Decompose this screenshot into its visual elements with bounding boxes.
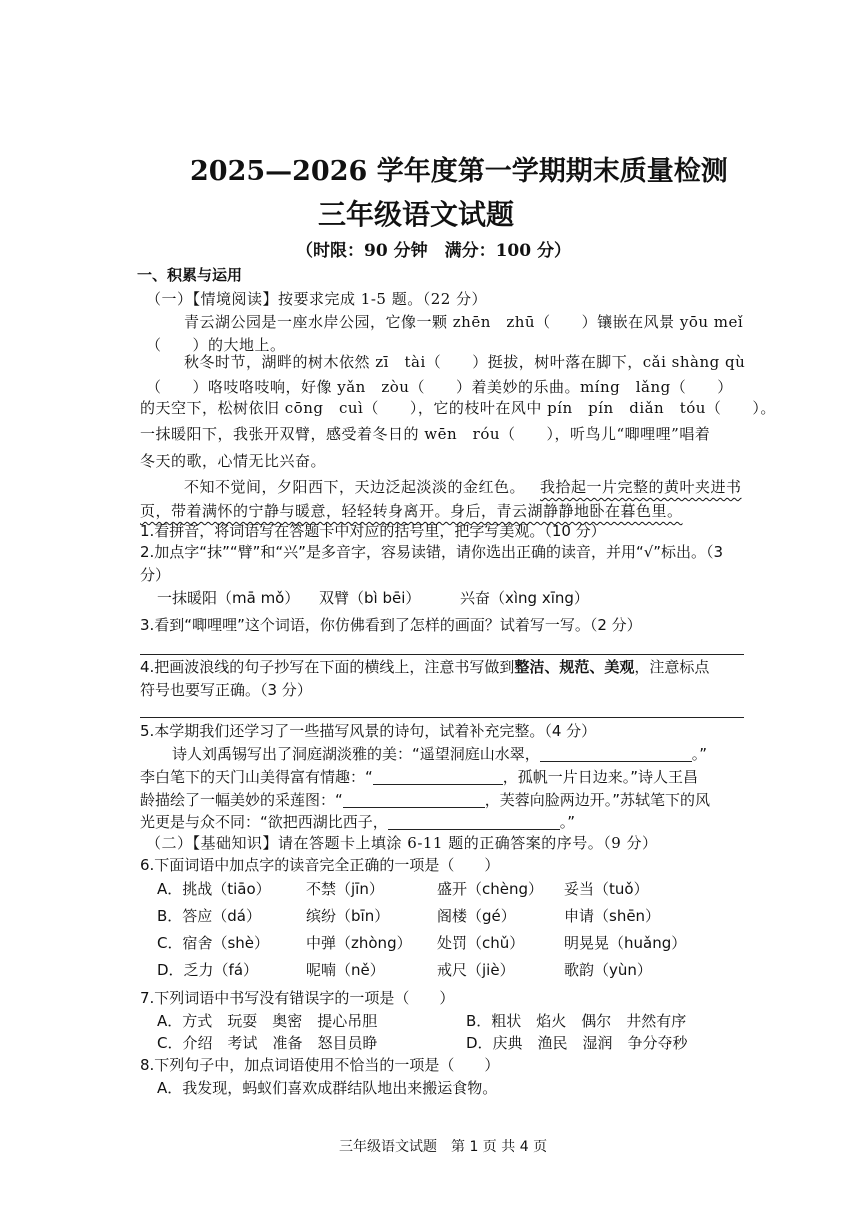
question-2-cont: 分）: [140, 566, 171, 584]
question-1: 1.看拼音，将词语写在答题卡中对应的括号里，把字写美观。（10 分）: [140, 522, 606, 540]
q6-option: 歌韵（yùn）: [564, 961, 652, 979]
exam-title: 2025—2026 学年度第一学期期末质量检测: [190, 156, 728, 187]
q7-option: D．庆典 渔民 湿润 争分夺秒: [466, 1034, 688, 1052]
q6-option: 呢喃（ně）: [306, 961, 385, 979]
poem-blank[interactable]: [373, 770, 503, 785]
passage-line: 冬天的歌，心情无比兴奋。: [140, 452, 327, 470]
q6-option: 戒尺（jiè）: [437, 961, 515, 979]
question-2: 2.加点字“抹”“臂”和“兴”是多音字，容易读错，请你选出正确的读音，并用“√”标出。（3: [140, 543, 724, 561]
q6-option: 盛开（chèng）: [437, 880, 544, 898]
passage-line: 秋冬时节，湖畔的树木依然 zī tài（ ）挺拔，树叶落在脚下，cǎi shàng qù: [184, 353, 746, 371]
poem-blank[interactable]: [540, 747, 692, 762]
part1-heading: （一）【情境阅读】按要求完成 1-5 题。（22 分）: [146, 290, 488, 308]
exam-subtitle: 三年级语文试题: [318, 198, 515, 231]
poem-line: 龄描绘了一幅美妙的采莲图：“ ，芙蓉向脸两边开。”苏轼笔下的风: [140, 791, 711, 809]
poem-line: 李白笔下的天门山美得富有情趣：“ ，孤帆一片日边来。”诗人王昌: [140, 768, 699, 786]
question-4: 4.把画波浪线的句子抄写在下面的横线上，注意书写做到整洁、规范、美观，注意标点: [140, 658, 710, 676]
poem-blank[interactable]: [388, 815, 560, 830]
page-footer: 三年级语文试题 第 1 页 共 4 页: [339, 1139, 548, 1155]
q6-option: 缤纷（bīn）: [306, 907, 390, 925]
question-3: 3.看到“唧哩哩”这个词语，你仿佛看到了怎样的画面？试着写一写。（2 分）: [140, 616, 642, 634]
q6-option: 明晃晃（huǎng）: [564, 934, 687, 952]
q2-option: 双臂（bì bēi）: [319, 589, 421, 607]
q2-option: 兴奋（xìng xīng）: [460, 589, 589, 607]
wavy-sentence: 页，带着满怀的宁静与暖意，轻轻转身离开。身后，青云湖静静地卧在暮色里。: [140, 502, 683, 520]
passage-line: 一抹暖阳下，我张开双臂，感受着冬日的 wēn róu（ ），听鸟儿“唧哩哩”唱着: [140, 425, 711, 443]
q6-option: 申请（shēn）: [564, 907, 661, 925]
q6-option: 处罚（chǔ）: [437, 934, 525, 952]
question-4-cont: 符号也要写正确。（3 分）: [140, 681, 312, 699]
passage-line: （ ）的大地上。: [146, 336, 286, 354]
q7-option: B．粗状 焰火 偶尔 井然有序: [466, 1012, 687, 1030]
exam-info: （时限：90 分钟 满分：100 分）: [296, 241, 571, 261]
question-7: 7.下列词语中书写没有错误字的一项是（ ）: [140, 989, 455, 1007]
answer-line: [140, 717, 744, 718]
poem-line: 光更是与众不同：“欲把西湖比西子， 。”: [140, 813, 576, 831]
q2-option: 一抹暖阳（mā mǒ）: [157, 589, 300, 607]
passage-line: 青云湖公园是一座水岸公园，它像一颗 zhēn zhū（ ）镶嵌在风景 yōu meǐ: [184, 313, 744, 331]
q6-option: 阁楼（gé）: [437, 907, 516, 925]
q6-option: C．宿舍（shè）: [157, 934, 270, 952]
q6-option: B．答应（dá）: [157, 907, 262, 925]
q7-option: A．方式 玩耍 奥密 提心吊胆: [157, 1012, 378, 1030]
passage-line: 的天空下，松树依旧 cōng cuì（ ），它的枝叶在风中 pín pín diǎn tóu（ ）。: [140, 399, 776, 417]
q7-option: C．介绍 考试 准备 怒目员睁: [157, 1034, 378, 1052]
q6-option: 妥当（tuǒ）: [564, 880, 649, 898]
q6-option: A．挑战（tiāo）: [157, 880, 271, 898]
question-8: 8.下列句子中，加点词语使用不恰当的一项是（ ）: [140, 1056, 500, 1074]
q8-option: A．我发现，蚂蚁们喜欢成群结队地出来搬运食物。: [157, 1079, 498, 1097]
q6-option: 中弹（zhòng）: [306, 934, 412, 952]
poem-line: 诗人刘禹锡写出了洞庭湖淡雅的美：“遥望洞庭山水翠， 。”: [172, 745, 708, 763]
passage-line: （ ）咯吱咯吱响，好像 yǎn zòu（ ）着美妙的乐曲。míng lǎng（ ）: [146, 378, 733, 396]
passage-line: 不知不觉间，夕阳西下，天边泛起淡淡的金红色。: [184, 478, 526, 496]
section-heading: 一、积累与运用: [137, 266, 243, 284]
part2-heading: （二）【基础知识】请在答题卡上填涂 6-11 题的正确答案的序号。（9 分）: [146, 834, 658, 852]
answer-line: [140, 654, 744, 655]
q6-option: 不禁（jīn）: [306, 880, 384, 898]
poem-blank[interactable]: [343, 793, 485, 808]
wavy-sentence: 我拾起一片完整的黄叶夹进书: [540, 478, 742, 496]
q6-option: D．乏力（fá）: [157, 961, 259, 979]
question-6: 6.下面词语中加点字的读音完全正确的一项是（ ）: [140, 856, 500, 874]
question-5: 5.本学期我们还学习了一些描写风景的诗句，试着补充完整。（4 分）: [140, 722, 597, 740]
